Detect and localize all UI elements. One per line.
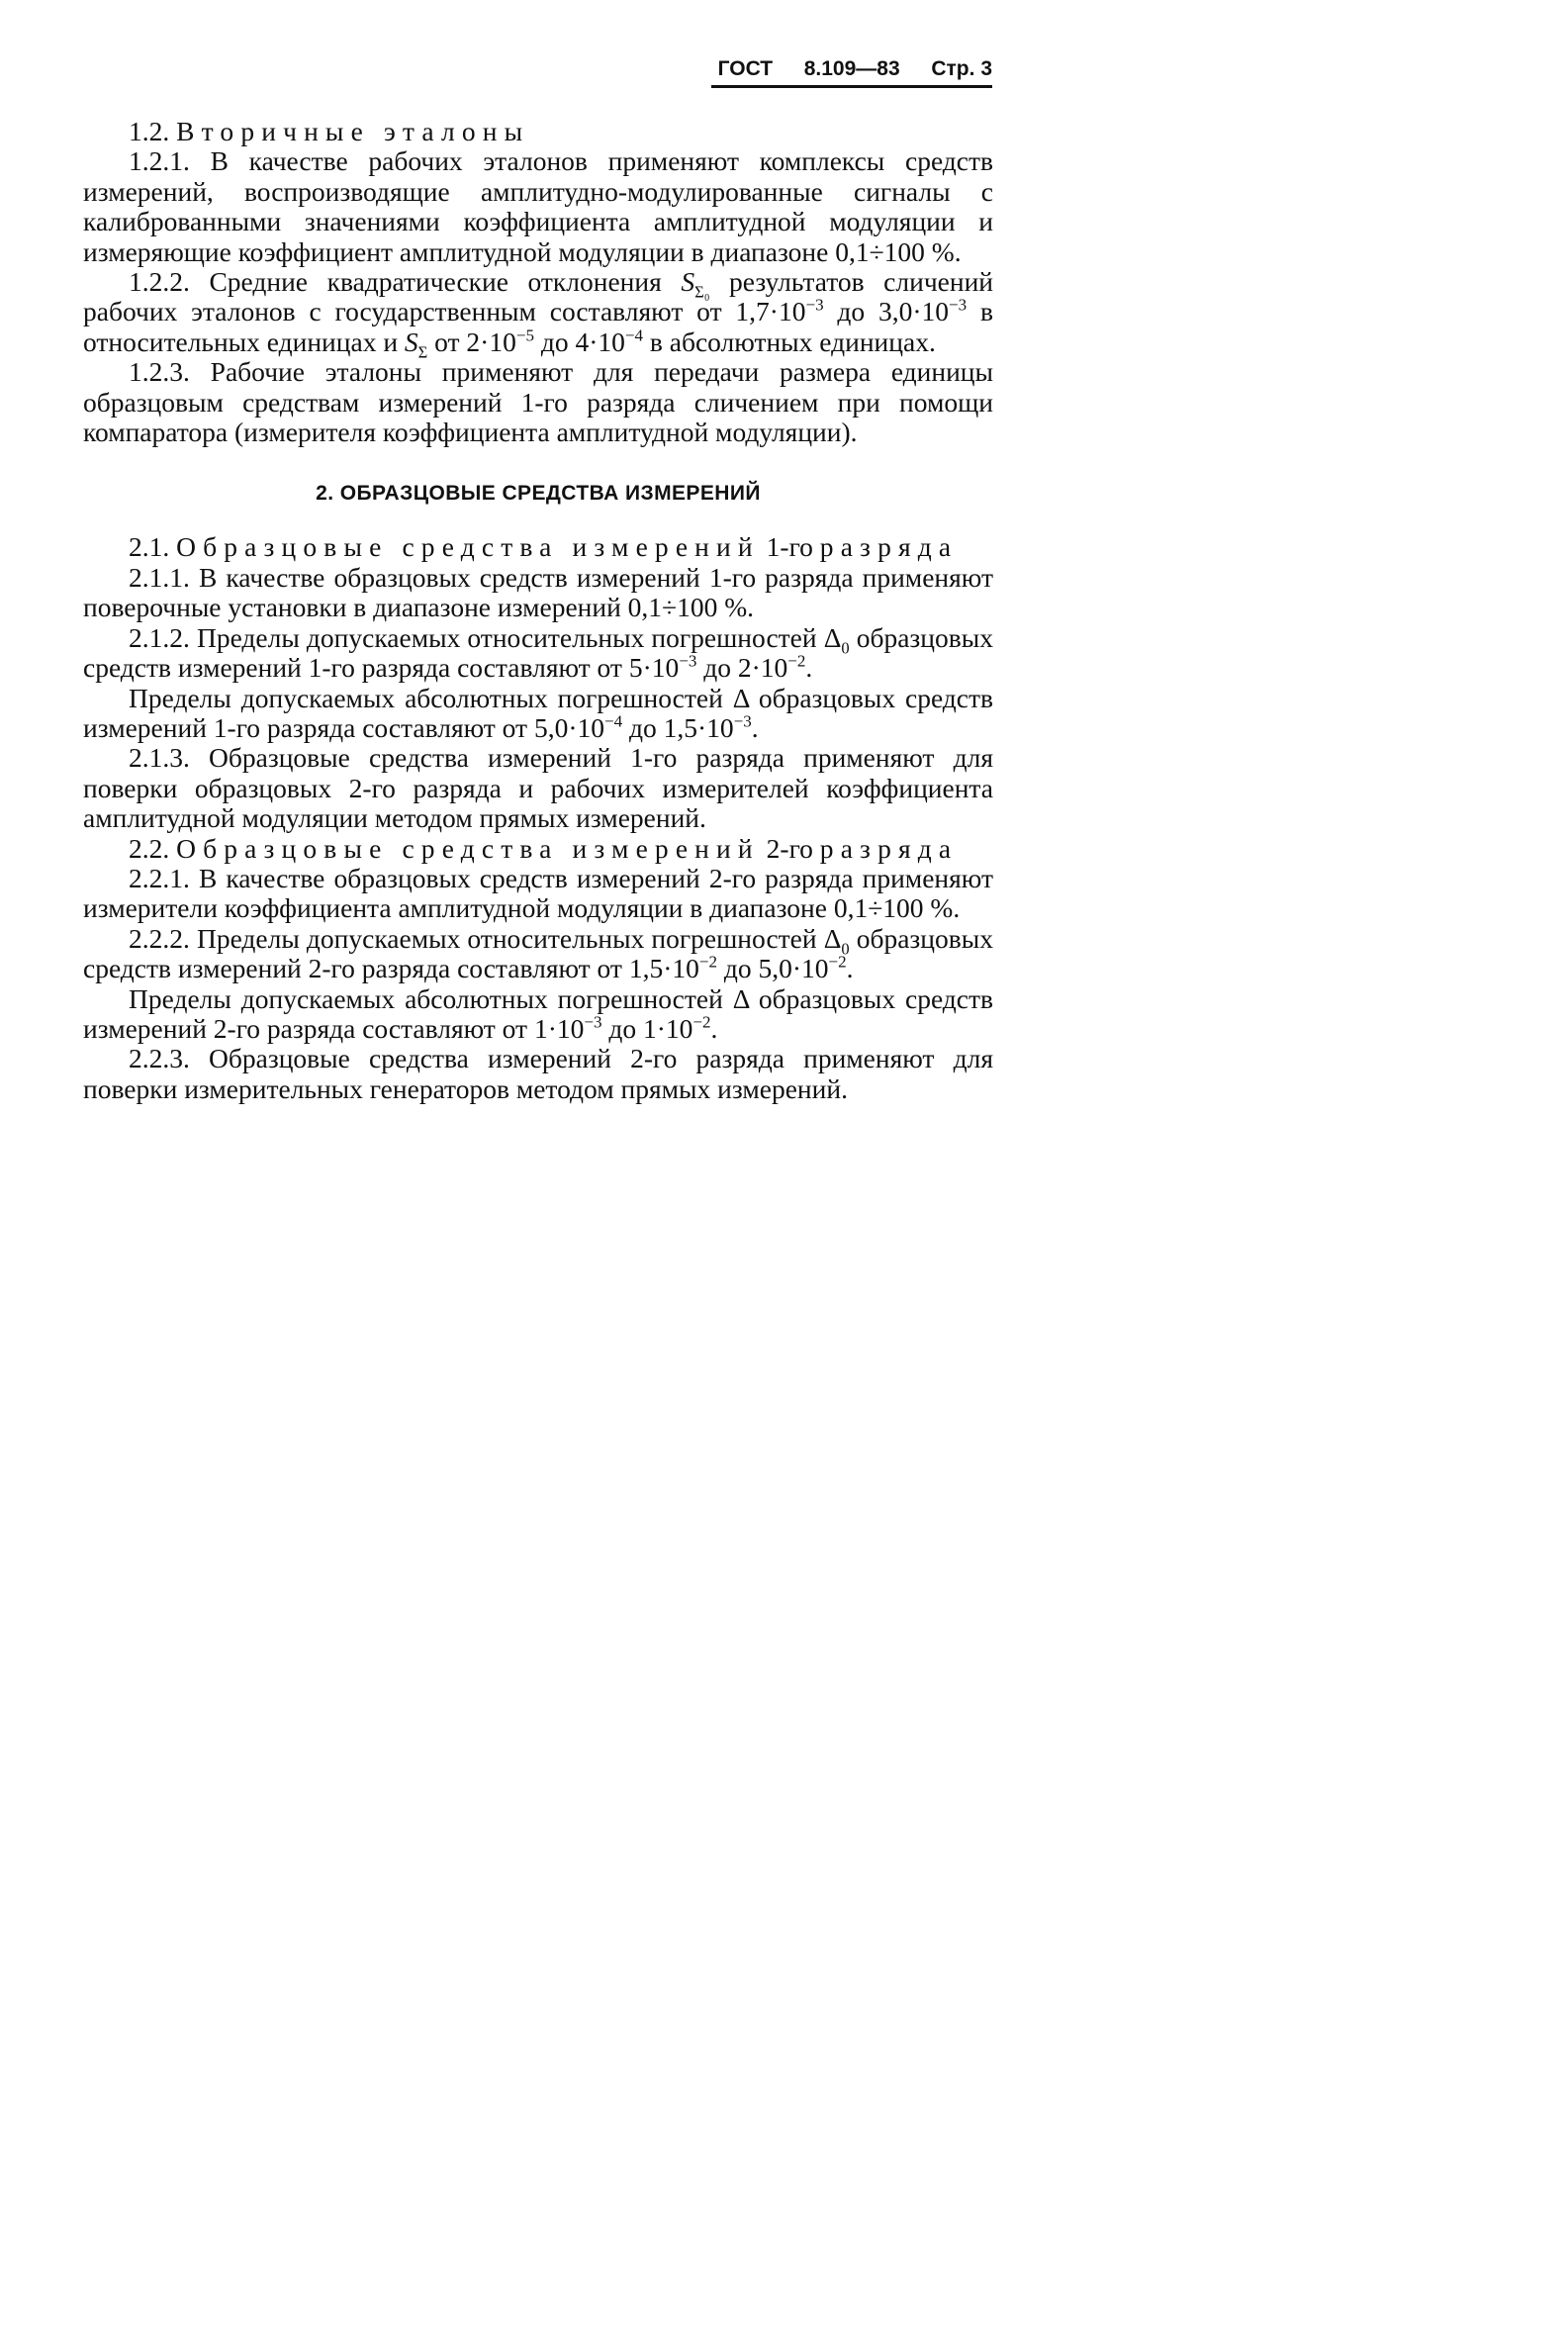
paragraph-2-2-2: 2.2.2. Пределы допускаемых относительных погрешностей $\Delta_0$ образцовых средств измерений 2-го разряда составляют от $1,5\cdot 10^{-2}$ до $5,0\cdot 10^{-2}$. bbox=[83, 922, 993, 984]
paragraph-2-1-2: 2.1.2. Пределы допускаемых относительных погрешностей $\Delta_0$ образцовых средств измерений 1-го разряда составляют от $5\cdot 10^{-3}$ до $2\cdot 10^{-2}$. bbox=[83, 621, 993, 684]
running-header bbox=[711, 57, 992, 88]
subsection-title: Вторичные эталоны bbox=[176, 116, 530, 146]
paragraph-2-2-2-abs: Пределы допускаемых абсолютных погрешностей Δ образцовых средств измерений 2-го разряда составляют от $1\cdot 10^{-3}$ до $1\cdot 10^{-2}$. bbox=[83, 982, 993, 1044]
subsection-heading-2-2: 2.2. Образцовые средства измерений 2-го разряда bbox=[129, 832, 959, 864]
header-standard-number: 8.109—83 bbox=[803, 57, 900, 80]
paragraph-1-2-2: 1.2.2. Средние квадратические отклонения $S_{\Sigma_0}$ результатов сличений рабочих эталонов с государственным составляют от $1,7\cdot 10^{-3}$ до $3,0\cdot 10^{-3}$ в относительных единицах и $S_\Sigma$ от $2\cdot 10^{-5}$ до $4\cdot 10^{-4}$ в абсолютных единицах. bbox=[83, 266, 993, 362]
header-page-label: Стр. bbox=[931, 57, 975, 80]
subsection-heading-2-1: 2.1. Образцовые средства измерений 1-го разряда bbox=[129, 531, 959, 563]
paragraph-2-2-1: 2.2.1. В качестве образцовых средств измерений 2-го разряда применяют измерители коэффициента амплитудной модуляции в диапазоне 0,1÷100 %. bbox=[83, 862, 993, 924]
subsection-title: Образцовые средства измерений bbox=[176, 832, 760, 864]
document-page bbox=[0, 0, 1038, 1540]
paragraph-2-2-3: 2.2.3. Образцовые средства измерений 2-го разряда применяют для поверки измерительных генераторов методом прямых измерений. bbox=[83, 1043, 993, 1104]
header-page-number: 3 bbox=[980, 57, 992, 80]
header-standard: ГОСТ bbox=[717, 57, 774, 80]
paragraph-2-1-2-abs: Пределы допускаемых абсолютных погрешностей Δ образцовых средств измерений 1-го разряда составляют от $5,0\cdot 10^{-4}$ до $1,5\cdot 10^{-3}$. bbox=[83, 682, 993, 743]
paragraph-2-1-1: 2.1.1. В качестве образцовых средств измерений 1-го разряда применяют поверочные установки в диапазоне измерений 0,1÷100 %. bbox=[83, 561, 993, 623]
document-body bbox=[83, 117, 993, 1104]
paragraph-1-2-1: 1.2.1. В качестве рабочих эталонов применяют комплексы средств измерений, воспроизводящие амплитудно-модулированные сигналы с калиброванными значениями коэффициента амплитудной модуляции и измеряющие коэффициент амплитудной модуляции в диапазоне 0,1÷100 %. bbox=[83, 145, 993, 267]
subsection-heading-1-2: 1.2. Вторичные эталоны bbox=[129, 116, 530, 146]
paragraph-2-1-3: 2.1.3. Образцовые средства измерений 1-го разряда применяют для поверки образцовых 2-го разряда и рабочих измерителей коэффициента амплитудной модуляции методом прямых измерений. bbox=[83, 742, 993, 834]
section-heading-2: 2. ОБРАЗЦОВЫЕ СРЕДСТВА ИЗМЕРЕНИЙ bbox=[316, 482, 761, 506]
paragraph-1-2-3: 1.2.3. Рабочие эталоны применяют для передачи размера единицы образцовым средствам измерений 1-го разряда сличением при помощи компаратора (измерителя коэффициента амплитудной модуляции). bbox=[83, 356, 993, 448]
subsection-title: Образцовые средства измерений bbox=[176, 531, 760, 563]
